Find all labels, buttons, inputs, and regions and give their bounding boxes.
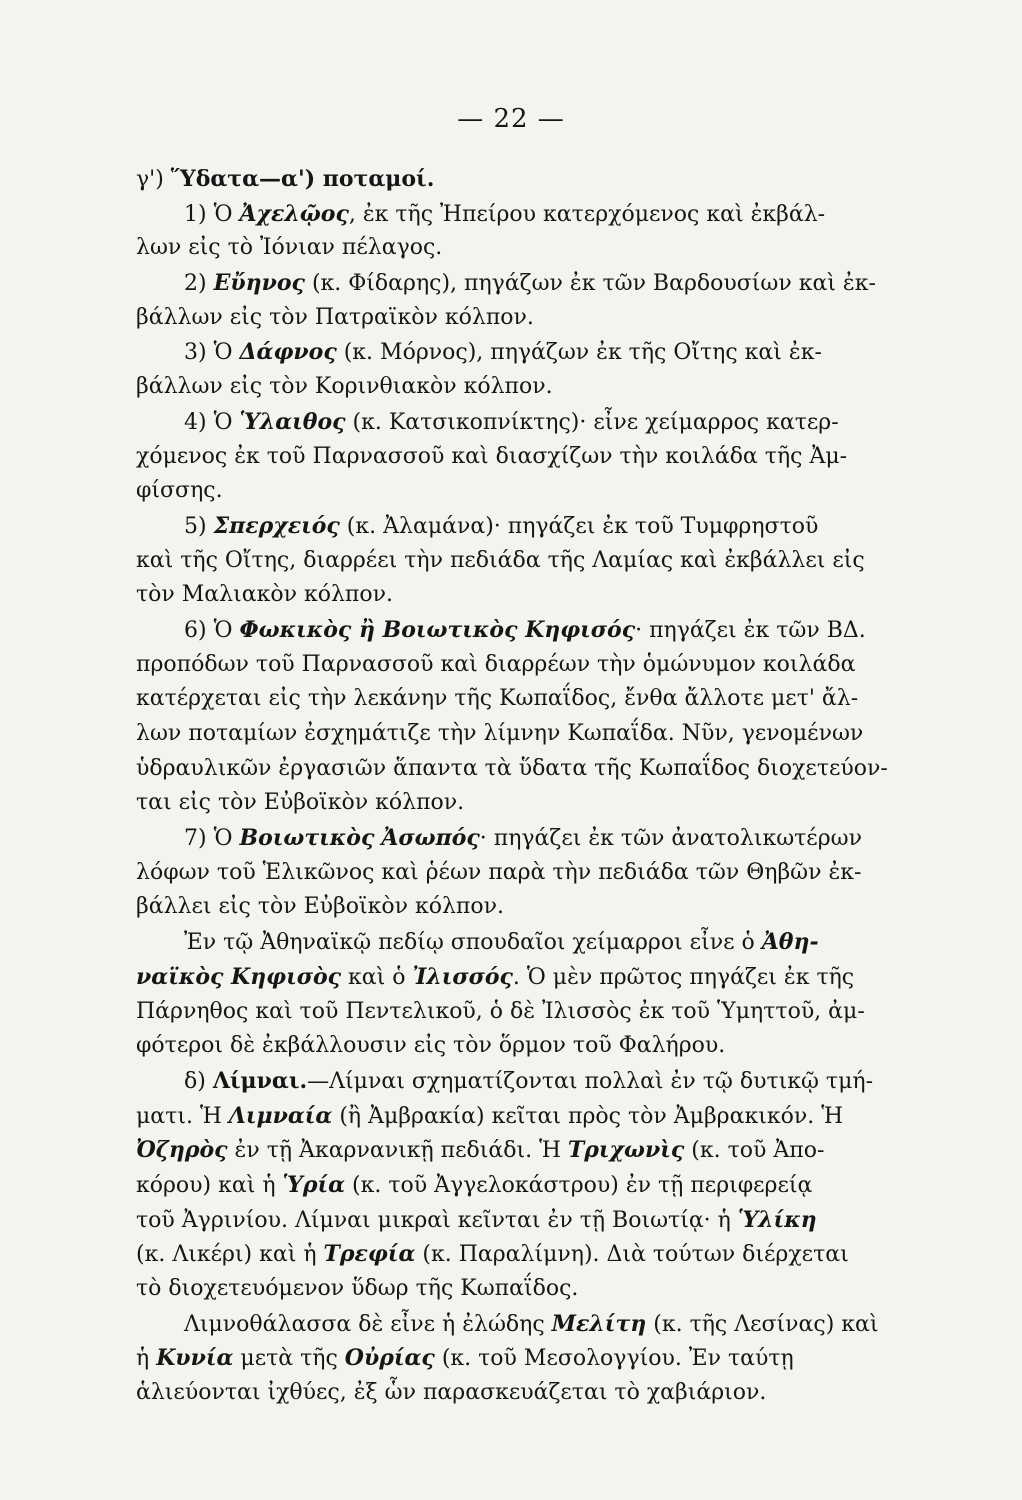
text-line bbox=[136, 1376, 910, 1411]
text-run: λων ποταμίων ἐσχημάτιζε τὴν λίμνην Κωπαΐδα. Νῦν, γενομένων bbox=[136, 721, 864, 746]
emphasis-term: Ὑλαιθος bbox=[239, 408, 346, 435]
emphasis-term: Ἀθη- bbox=[761, 929, 819, 956]
text-line bbox=[136, 335, 910, 370]
emphasis-term: Βοιωτικὸς bbox=[239, 825, 375, 852]
emphasis-term: Ὑλίκη bbox=[737, 1206, 817, 1233]
text-line bbox=[136, 613, 910, 648]
section-heading-title: Ὕδατα—α') ποταμοί. bbox=[170, 166, 435, 192]
text-line bbox=[136, 995, 910, 1030]
emphasis-term: Σπερχειός bbox=[213, 512, 340, 539]
text-run: Λιμνοθάλασσα δὲ εἶνε ἡ ἐλώδης bbox=[184, 1311, 552, 1337]
paragraph bbox=[136, 335, 910, 404]
text-line bbox=[136, 301, 910, 336]
text-run: φίσσης. bbox=[136, 478, 223, 504]
text-line bbox=[136, 544, 910, 579]
text-run: βάλλει εἰς τὸν Εὐβοϊκὸν κόλπον. bbox=[136, 894, 504, 920]
paragraph bbox=[136, 509, 910, 613]
text-line bbox=[136, 1307, 910, 1342]
emphasis-term: Ἰλισσός bbox=[412, 963, 513, 990]
text-run: τοῦ Ἀγρινίου. Λίμναι μικραὶ κεῖνται ἐν τῇ Βοιωτίᾳ· ἡ bbox=[136, 1207, 738, 1233]
text-line bbox=[136, 231, 910, 266]
text-run: Πάρνηθος καὶ τοῦ Πεντελικοῦ, ὁ δὲ Ἰλισσὸς ἐκ τοῦ Ὑμηττοῦ, ἀμ- bbox=[136, 998, 865, 1024]
paragraph bbox=[136, 613, 910, 821]
text-run: (κ. Λικέρι) καὶ ἡ bbox=[136, 1242, 324, 1268]
paragraph bbox=[136, 405, 910, 509]
text-line bbox=[136, 440, 910, 475]
text-line bbox=[136, 1099, 910, 1134]
text-run: (κ. τῆς Λεσίνας) καὶ bbox=[646, 1311, 879, 1337]
text-line bbox=[136, 266, 910, 301]
text-run: φότεροι δὲ ἐκβάλλουσιν εἰς τὸν ὅρμον τοῦ Φαλήρου. bbox=[136, 1033, 726, 1059]
text-run: προπόδων τοῦ Παρνασσοῦ καὶ διαρρέων τὴν ὁμώνυμον κοιλάδα bbox=[136, 651, 856, 677]
paragraph bbox=[136, 821, 910, 925]
text-line bbox=[136, 1203, 910, 1238]
text-run: λων εἰς τὸ Ἰόνιαν πέλαγος. bbox=[136, 235, 443, 261]
text-run: τὸ διοχετευόμενον ὕδωρ τῆς Κωπαΐδος. bbox=[136, 1276, 579, 1301]
text-run: (κ. τοῦ Μεσολογγίου. Ἐν ταύτῃ bbox=[434, 1346, 794, 1372]
emphasis-term: Εὔηνος bbox=[213, 270, 305, 297]
text-run: 5) bbox=[184, 513, 214, 539]
text-run: 1) Ὁ bbox=[184, 201, 240, 227]
text-run: δ) bbox=[184, 1068, 213, 1094]
text-run: ἁλιεύονται ἰχθύες, ἐξ ὧν παρασκευάζεται τὸ χαβιάριον. bbox=[136, 1380, 767, 1406]
text-line bbox=[136, 1341, 910, 1376]
text-run: χόμενος ἐκ τοῦ Παρνασσοῦ καὶ διασχίζων τὴν κοιλάδα τῆς Ἀμ- bbox=[136, 443, 848, 469]
text-run: , ἐκ τῆς Ἠπείρου κατερχόμενος καὶ ἐκβάλ- bbox=[348, 201, 826, 227]
text-line bbox=[136, 856, 910, 891]
text-run: 2) bbox=[184, 271, 214, 297]
text-run: μετὰ τῆς bbox=[233, 1346, 345, 1372]
text-run: λόφων τοῦ Ἑλικῶνος καὶ ῥέων παρὰ τὴν πεδιάδα τῶν Θηβῶν ἐκ- bbox=[136, 859, 862, 885]
text-run: ματι. Ἡ bbox=[136, 1103, 229, 1129]
emphasis-term: Ἀσωπός bbox=[381, 825, 480, 852]
text-run: (κ. Ἀλαμάνα)· πηγάζει ἐκ τοῦ Τυμφρηστοῦ bbox=[339, 513, 819, 539]
page-body bbox=[136, 162, 910, 1411]
emphasis-term: Μελίτη bbox=[551, 1310, 647, 1337]
text-line bbox=[136, 682, 910, 717]
emphasis-term: Κυνία bbox=[156, 1345, 234, 1372]
emphasis-term: Λιμναία bbox=[228, 1102, 333, 1129]
emphasis-term: Τρεφία bbox=[323, 1241, 416, 1268]
text-run: ὑδραυλικῶν ἐργασιῶν ἅπαντα τὰ ὕδατα τῆς Κωπαΐδος διοχετεύον- bbox=[136, 755, 888, 781]
page-number: — 22 — bbox=[457, 104, 565, 134]
text-line bbox=[136, 1168, 910, 1203]
text-run: (κ. τοῦ Ἀγγελοκάστρου) ἐν τῇ περιφερείᾳ bbox=[345, 1172, 813, 1198]
text-line bbox=[136, 197, 910, 232]
text-line bbox=[136, 1237, 910, 1272]
text-line bbox=[136, 821, 910, 856]
text-line bbox=[136, 1133, 910, 1168]
text-line bbox=[136, 1272, 910, 1307]
text-run: κατέρχεται εἰς τὴν λεκάνην τῆς Κωπαΐδος, ἔνθα ἄλλοτε μετ' ἄλ- bbox=[136, 686, 859, 712]
emphasis-term: Ὀζηρὸς bbox=[136, 1137, 228, 1164]
text-run: · πηγάζει ἐκ τῶν ΒΔ. bbox=[635, 617, 866, 643]
text-run: 3) Ὁ bbox=[184, 340, 240, 366]
text-run: (κ. Μόρνος), πηγάζων ἐκ τῆς Οἴτης καὶ ἐκ- bbox=[336, 340, 822, 366]
emphasis-term: Ὑρία bbox=[282, 1171, 346, 1198]
text-line bbox=[136, 405, 910, 440]
text-run: · πηγάζει ἐκ τῶν ἀνατολικωτέρων bbox=[479, 826, 862, 852]
text-run: (ἢ Ἀμβρακία) κεῖται πρὸς τὸν Ἀμβρακικόν. Ἡ bbox=[332, 1103, 844, 1129]
text-run: καὶ τῆς Οἴτης, διαρρέει τὴν πεδιάδα τῆς Λαμίας καὶ ἐκβάλλει εἰς bbox=[136, 547, 865, 573]
text-line bbox=[136, 925, 910, 960]
text-run: βάλλων εἰς τὸν Κορινθιακὸν κόλπον. bbox=[136, 374, 553, 400]
text-line bbox=[136, 509, 910, 544]
emphasis-term: Οὐρίας bbox=[344, 1345, 435, 1372]
emphasis-term: Δάφνος bbox=[239, 339, 337, 366]
text-line bbox=[136, 370, 910, 405]
text-line bbox=[136, 474, 910, 509]
text-line bbox=[136, 752, 910, 787]
section-heading bbox=[136, 162, 910, 197]
emphasis-term: Τριχωνὶς bbox=[567, 1137, 685, 1164]
emphasis-term: ναϊκὸς Κηφισὸς bbox=[136, 963, 342, 990]
text-run: τὸν Μαλιακὸν κόλπον. bbox=[136, 582, 393, 608]
paragraph bbox=[136, 197, 910, 266]
text-run: βάλλων εἰς τὸν Πατραϊκὸν κόλπον. bbox=[136, 304, 534, 330]
paragraph bbox=[136, 925, 910, 1064]
text-run: Ἐν τῷ Ἀθηναϊκῷ πεδίῳ σπουδαῖοι χείμαρροι εἶνε ὁ bbox=[184, 930, 762, 956]
text-line bbox=[136, 648, 910, 683]
text-run: —Λίμναι σχηματίζονται πολλαὶ ἐν τῷ δυτικῷ τμή- bbox=[307, 1068, 874, 1094]
text-run: 6) Ὁ bbox=[184, 617, 240, 643]
text-line bbox=[136, 786, 910, 821]
text-line bbox=[136, 1064, 910, 1099]
text-run: (κ. Φίδαρης), πηγάζων ἐκ τῶν Βαρδουσίων καὶ ἐκ- bbox=[304, 271, 876, 297]
text-run: ται εἰς τὸν Εὐβοϊκὸν κόλπον. bbox=[136, 790, 465, 816]
text-run: κόρου) καὶ ἡ bbox=[136, 1172, 283, 1198]
text-line bbox=[136, 717, 910, 752]
text-line bbox=[136, 578, 910, 613]
section-heading-prefix: γ') bbox=[136, 167, 171, 192]
paragraph bbox=[136, 266, 910, 335]
text-run: (κ. τοῦ Ἀπο- bbox=[684, 1138, 825, 1164]
text-run: 7) Ὁ bbox=[184, 826, 240, 852]
text-line bbox=[136, 960, 910, 995]
paragraph bbox=[136, 1064, 910, 1307]
emphasis-term: Ἀχελῷος bbox=[239, 200, 349, 227]
paragraph bbox=[136, 1307, 910, 1411]
text-run: 4) Ὁ bbox=[184, 409, 240, 435]
text-run: ἐν τῇ Ἀκαρνανικῇ πεδιάδι. Ἡ bbox=[227, 1138, 568, 1164]
text-run: (κ. Παραλίμνη). Διὰ τούτων διέρχεται bbox=[415, 1242, 849, 1268]
text-run: ἡ bbox=[136, 1346, 157, 1372]
subheading-term: Λίμναι. bbox=[212, 1067, 308, 1094]
text-run: καὶ ὁ bbox=[341, 964, 413, 990]
text-run: (κ. Κατσικοπνίκτης)· εἶνε χείμαρρος κατερ- bbox=[345, 409, 839, 435]
text-line bbox=[136, 1029, 910, 1064]
text-line bbox=[136, 890, 910, 925]
text-run: . Ὁ μὲν πρῶτος πηγάζει ἐκ τῆς bbox=[512, 964, 855, 990]
emphasis-term: Φωκικὸς ἢ Βοιωτικὸς Κηφισός bbox=[239, 616, 636, 643]
